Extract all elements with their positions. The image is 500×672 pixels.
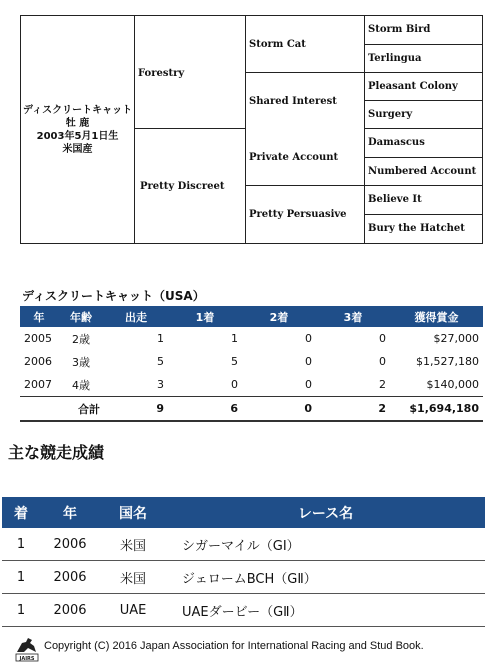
pedigree-ggp-7 <box>365 186 482 215</box>
cell-first: 1 <box>231 332 238 345</box>
cell-earnings: $140,000 <box>426 378 479 391</box>
table-row <box>2 594 485 627</box>
col-country: 国名 <box>100 497 166 528</box>
pedigree-ggp-1 <box>365 16 482 45</box>
cell-second: 0 <box>305 355 312 368</box>
table-row <box>20 350 483 373</box>
cell-age: 2歳 <box>72 332 90 346</box>
cell-age: 4歳 <box>72 378 90 392</box>
cell-second: 0 <box>305 378 312 391</box>
cell-starts: 1 <box>157 332 164 345</box>
cell-country: 米国 <box>100 528 166 561</box>
ggp-name: Storm Bird <box>368 24 431 35</box>
pedigree-ggp-6 <box>365 158 482 186</box>
cell-year: 2007 <box>24 378 52 391</box>
pedigree-ggp-3 <box>365 73 482 101</box>
horse-sex-color: 牡 鹿 <box>65 117 90 129</box>
ggp-name: Pleasant Colony <box>368 81 458 92</box>
copyright-text: Copyright (C) 2016 Japan Association for International Racing and Stud Book. <box>44 640 424 652</box>
col-first: 1着 <box>168 306 242 327</box>
pedigree-ggp-2 <box>365 45 482 73</box>
stats-header-row <box>20 306 483 327</box>
grandparent-name: Private Account <box>249 152 339 163</box>
total-earnings: $1,694,180 <box>390 397 483 422</box>
cell-starts: 3 <box>157 378 164 391</box>
cell-race: UAEダービー（GⅡ） <box>166 594 485 627</box>
col-third: 3着 <box>316 306 390 327</box>
cell-earnings: $27,000 <box>433 332 479 345</box>
cell-place: 1 <box>2 594 40 627</box>
pedigree-grandparent-1 <box>246 16 365 73</box>
ggp-name: Numbered Account <box>368 166 477 177</box>
logo-text: JAIRS <box>19 656 35 662</box>
table-row <box>2 528 485 561</box>
table-row <box>20 327 483 350</box>
col-starts: 出走 <box>104 306 168 327</box>
col-year: 年 <box>20 306 58 327</box>
cell-country: UAE <box>100 594 166 627</box>
total-starts: 9 <box>104 397 168 422</box>
footer <box>14 634 494 662</box>
col-second: 2着 <box>242 306 316 327</box>
dam-name: Pretty Discreet <box>140 181 225 192</box>
cell-year: 2005 <box>24 332 52 345</box>
ggp-name: Damascus <box>368 137 425 148</box>
cell-second: 0 <box>305 332 312 345</box>
pedigree-chart <box>20 15 483 244</box>
jairs-logo-icon <box>14 634 40 662</box>
grandparent-name: Pretty Persuasive <box>249 209 347 220</box>
cell-race: シガーマイル（GⅠ） <box>166 528 485 561</box>
col-place: 着 <box>2 497 40 528</box>
total-second: 0 <box>242 397 316 422</box>
cell-first: 5 <box>231 355 238 368</box>
cell-earnings: $1,527,180 <box>416 355 479 368</box>
grandparent-name: Shared Interest <box>249 96 337 107</box>
stats-title: ディスクリートキャット（USA） <box>22 289 205 303</box>
cell-year: 2006 <box>24 355 52 368</box>
total-label: 合計 <box>20 397 104 422</box>
cell-third: 2 <box>379 378 386 391</box>
pedigree-ggp-4 <box>365 101 482 129</box>
table-row <box>20 373 483 397</box>
horse-origin: 米国産 <box>62 143 93 155</box>
pedigree-dam <box>134 129 246 243</box>
results-title: 主な競走成績 <box>8 443 105 462</box>
horse-info <box>21 16 135 243</box>
cell-year: 2006 <box>40 528 100 561</box>
ggp-name: Surgery <box>368 109 413 120</box>
cell-age: 3歳 <box>72 355 90 369</box>
sire-name: Forestry <box>138 68 185 79</box>
cell-third: 0 <box>379 332 386 345</box>
cell-year: 2006 <box>40 561 100 594</box>
pedigree-grandparent-3 <box>246 129 365 186</box>
pedigree-ggp-5 <box>365 129 482 158</box>
pedigree-sire <box>134 16 246 129</box>
cell-place: 1 <box>2 528 40 561</box>
ggp-name: Believe It <box>368 194 422 205</box>
cell-starts: 5 <box>157 355 164 368</box>
total-row <box>20 397 483 422</box>
total-first: 6 <box>168 397 242 422</box>
cell-place: 1 <box>2 561 40 594</box>
col-earnings: 獲得賞金 <box>390 306 483 327</box>
horse-name: ディスクリートキャット <box>22 104 133 116</box>
results-header-row <box>2 497 485 528</box>
results-table <box>2 497 485 627</box>
horse-birth: 2003年5月1日生 <box>36 130 119 142</box>
total-third: 2 <box>316 397 390 422</box>
cell-first: 0 <box>231 378 238 391</box>
pedigree-grandparent-4 <box>246 186 365 243</box>
ggp-name: Terlingua <box>368 53 422 64</box>
col-race: レース名 <box>166 497 485 528</box>
cell-third: 0 <box>379 355 386 368</box>
col-year: 年 <box>40 497 100 528</box>
cell-year: 2006 <box>40 594 100 627</box>
grandparent-name: Storm Cat <box>249 39 306 50</box>
col-age: 年齢 <box>58 306 104 327</box>
ggp-name: Bury the Hatchet <box>368 223 465 234</box>
cell-race: ジェロームBCH（GⅡ） <box>166 561 485 594</box>
pedigree-grandparent-2 <box>246 73 365 129</box>
pedigree-ggp-8 <box>365 215 482 243</box>
stats-table <box>20 306 483 422</box>
cell-country: 米国 <box>100 561 166 594</box>
table-row <box>2 561 485 594</box>
